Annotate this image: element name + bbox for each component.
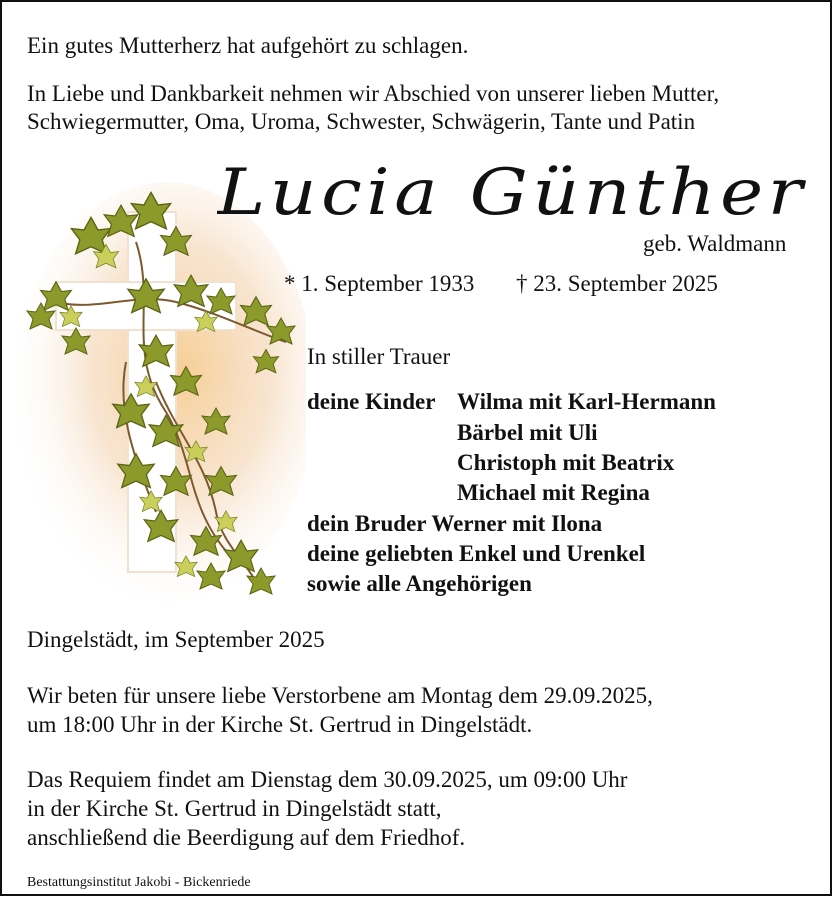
child-entry: Bärbel mit Uli [457,420,598,445]
funeral-home: Bestattungsinstitut Jakobi - Bickenriede [27,875,251,890]
mourning-heading: In stiller Trauer [307,344,451,369]
grandchildren-entry: deine geliebten Enkel und Urenkel [307,541,646,566]
intro-line-1: Ein gutes Mutterherz hat aufgehört zu schlagen. [27,33,469,58]
requiem-line-3: anschließend die Beerdigung auf dem Friedhof. [27,825,466,850]
brother-entry: dein Bruder Werner mit Ilona [307,511,603,536]
child-entry: Christoph mit Beatrix [457,450,675,475]
deceased-name [217,152,817,232]
birth-date: * 1. September 1933 [284,271,475,296]
child-entry: Michael mit Regina [457,480,650,505]
cross-ivy-illustration [16,182,306,602]
place-date: Dingelstädt, im September 2025 [27,627,325,652]
prayer-line-2: um 18:00 Uhr in der Kirche St. Gertrud in Dingelstädt. [27,712,533,737]
requiem-line-2: in der Kirche St. Gertrud in Dingelstädt statt, [27,796,442,821]
relatives-entry: sowie alle Angehörigen [307,571,532,596]
child-entry: Wilma mit Karl-Hermann [457,389,716,414]
children-label: deine Kinder [307,389,436,414]
maiden-name: geb. Waldmann [643,231,787,256]
intro-line-3: Schwiegermutter, Oma, Uroma, Schwester, Schwägerin, Tante und Patin [27,109,696,134]
intro-line-2: In Liebe und Dankbarkeit nehmen wir Abschied von unserer lieben Mutter, [27,81,720,106]
requiem-line-1: Das Requiem findet am Dienstag dem 30.09.2025, um 09:00 Uhr [27,767,628,792]
prayer-line-1: Wir beten für unsere liebe Verstorbene am Montag dem 29.09.2025, [27,683,653,708]
death-date: † 23. September 2025 [516,271,718,296]
deceased-name-text: Lucia Günther [217,156,808,230]
